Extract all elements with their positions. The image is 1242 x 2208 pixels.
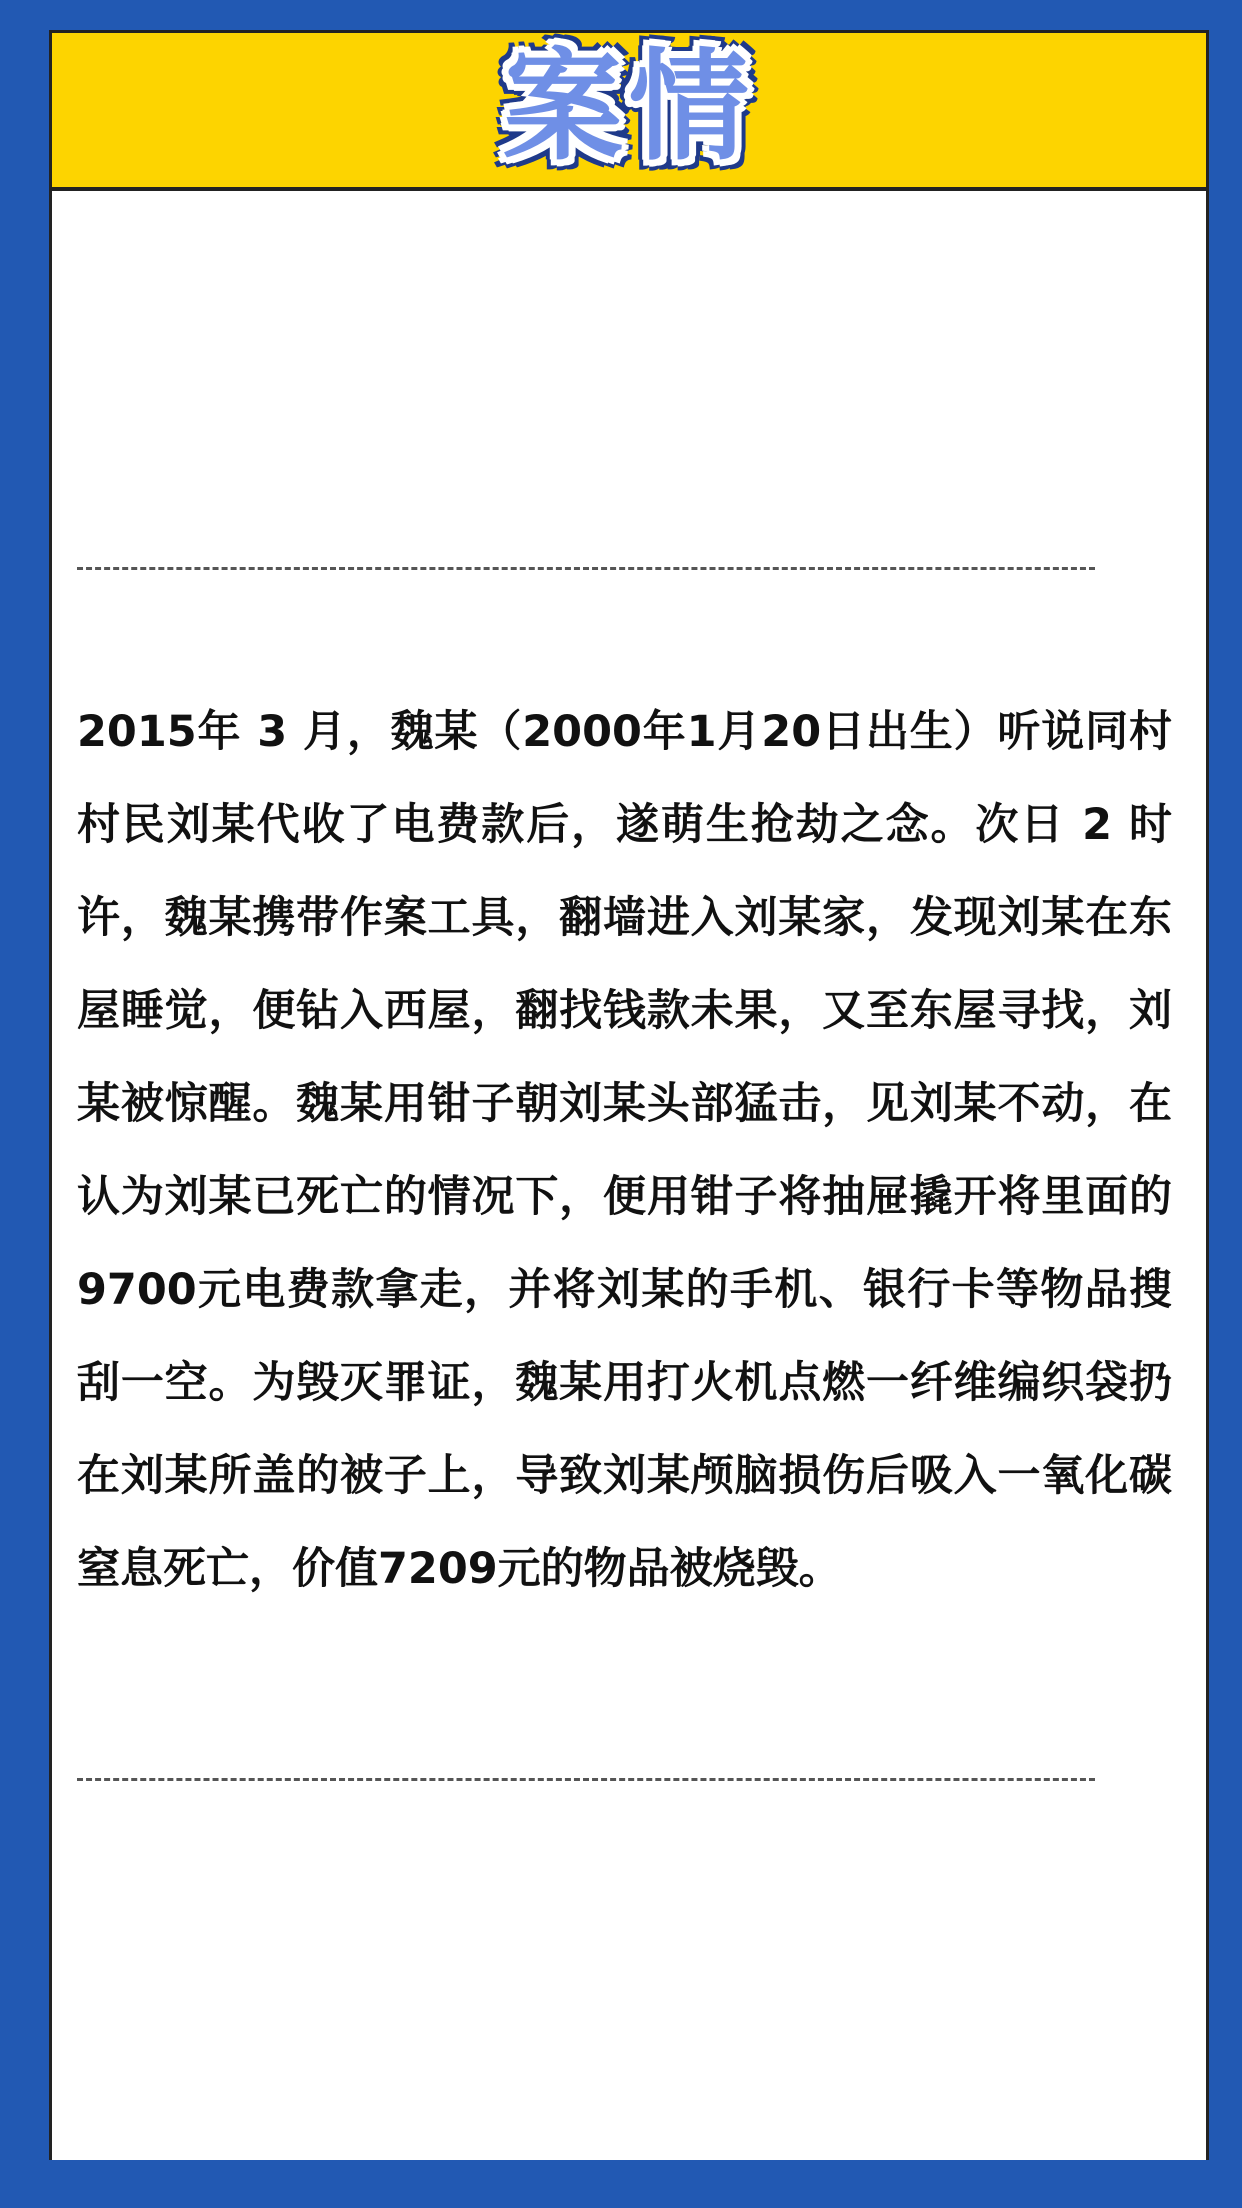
case-description: 2015年 3 月，魏某（2000年1月20日出生）听说同村村民刘某代收了电费款后，遂萌生抢劫之念。次日 2 时许，魏某携带作案工具，翻墙进入刘某家，发现刘某在东屋睡觉，便钻入西屋，翻找钱款未果，又至东屋寻找，刘某被惊醒。魏某用钳子朝刘某头部猛击，见刘某不动，在认为刘某已死亡的情况下，便用钳子将抽屉撬开将里面的9700元电费款拿走，并将刘某的手机、银行卡等物品搜刮一空。为毁灭罪证，魏某用打火机点燃一纤维编织袋扔在刘某所盖的被子上，导致刘某颅脑损伤后吸入一氧化碳窒息死亡，价值7209元的物品被烧毁。 xyxy=(77,707,1172,1594)
card-header xyxy=(52,33,1206,191)
page-title: 案情 xyxy=(503,38,755,177)
divider-bottom xyxy=(77,1778,1095,1781)
divider-top xyxy=(77,567,1095,570)
case-card xyxy=(49,30,1209,2160)
